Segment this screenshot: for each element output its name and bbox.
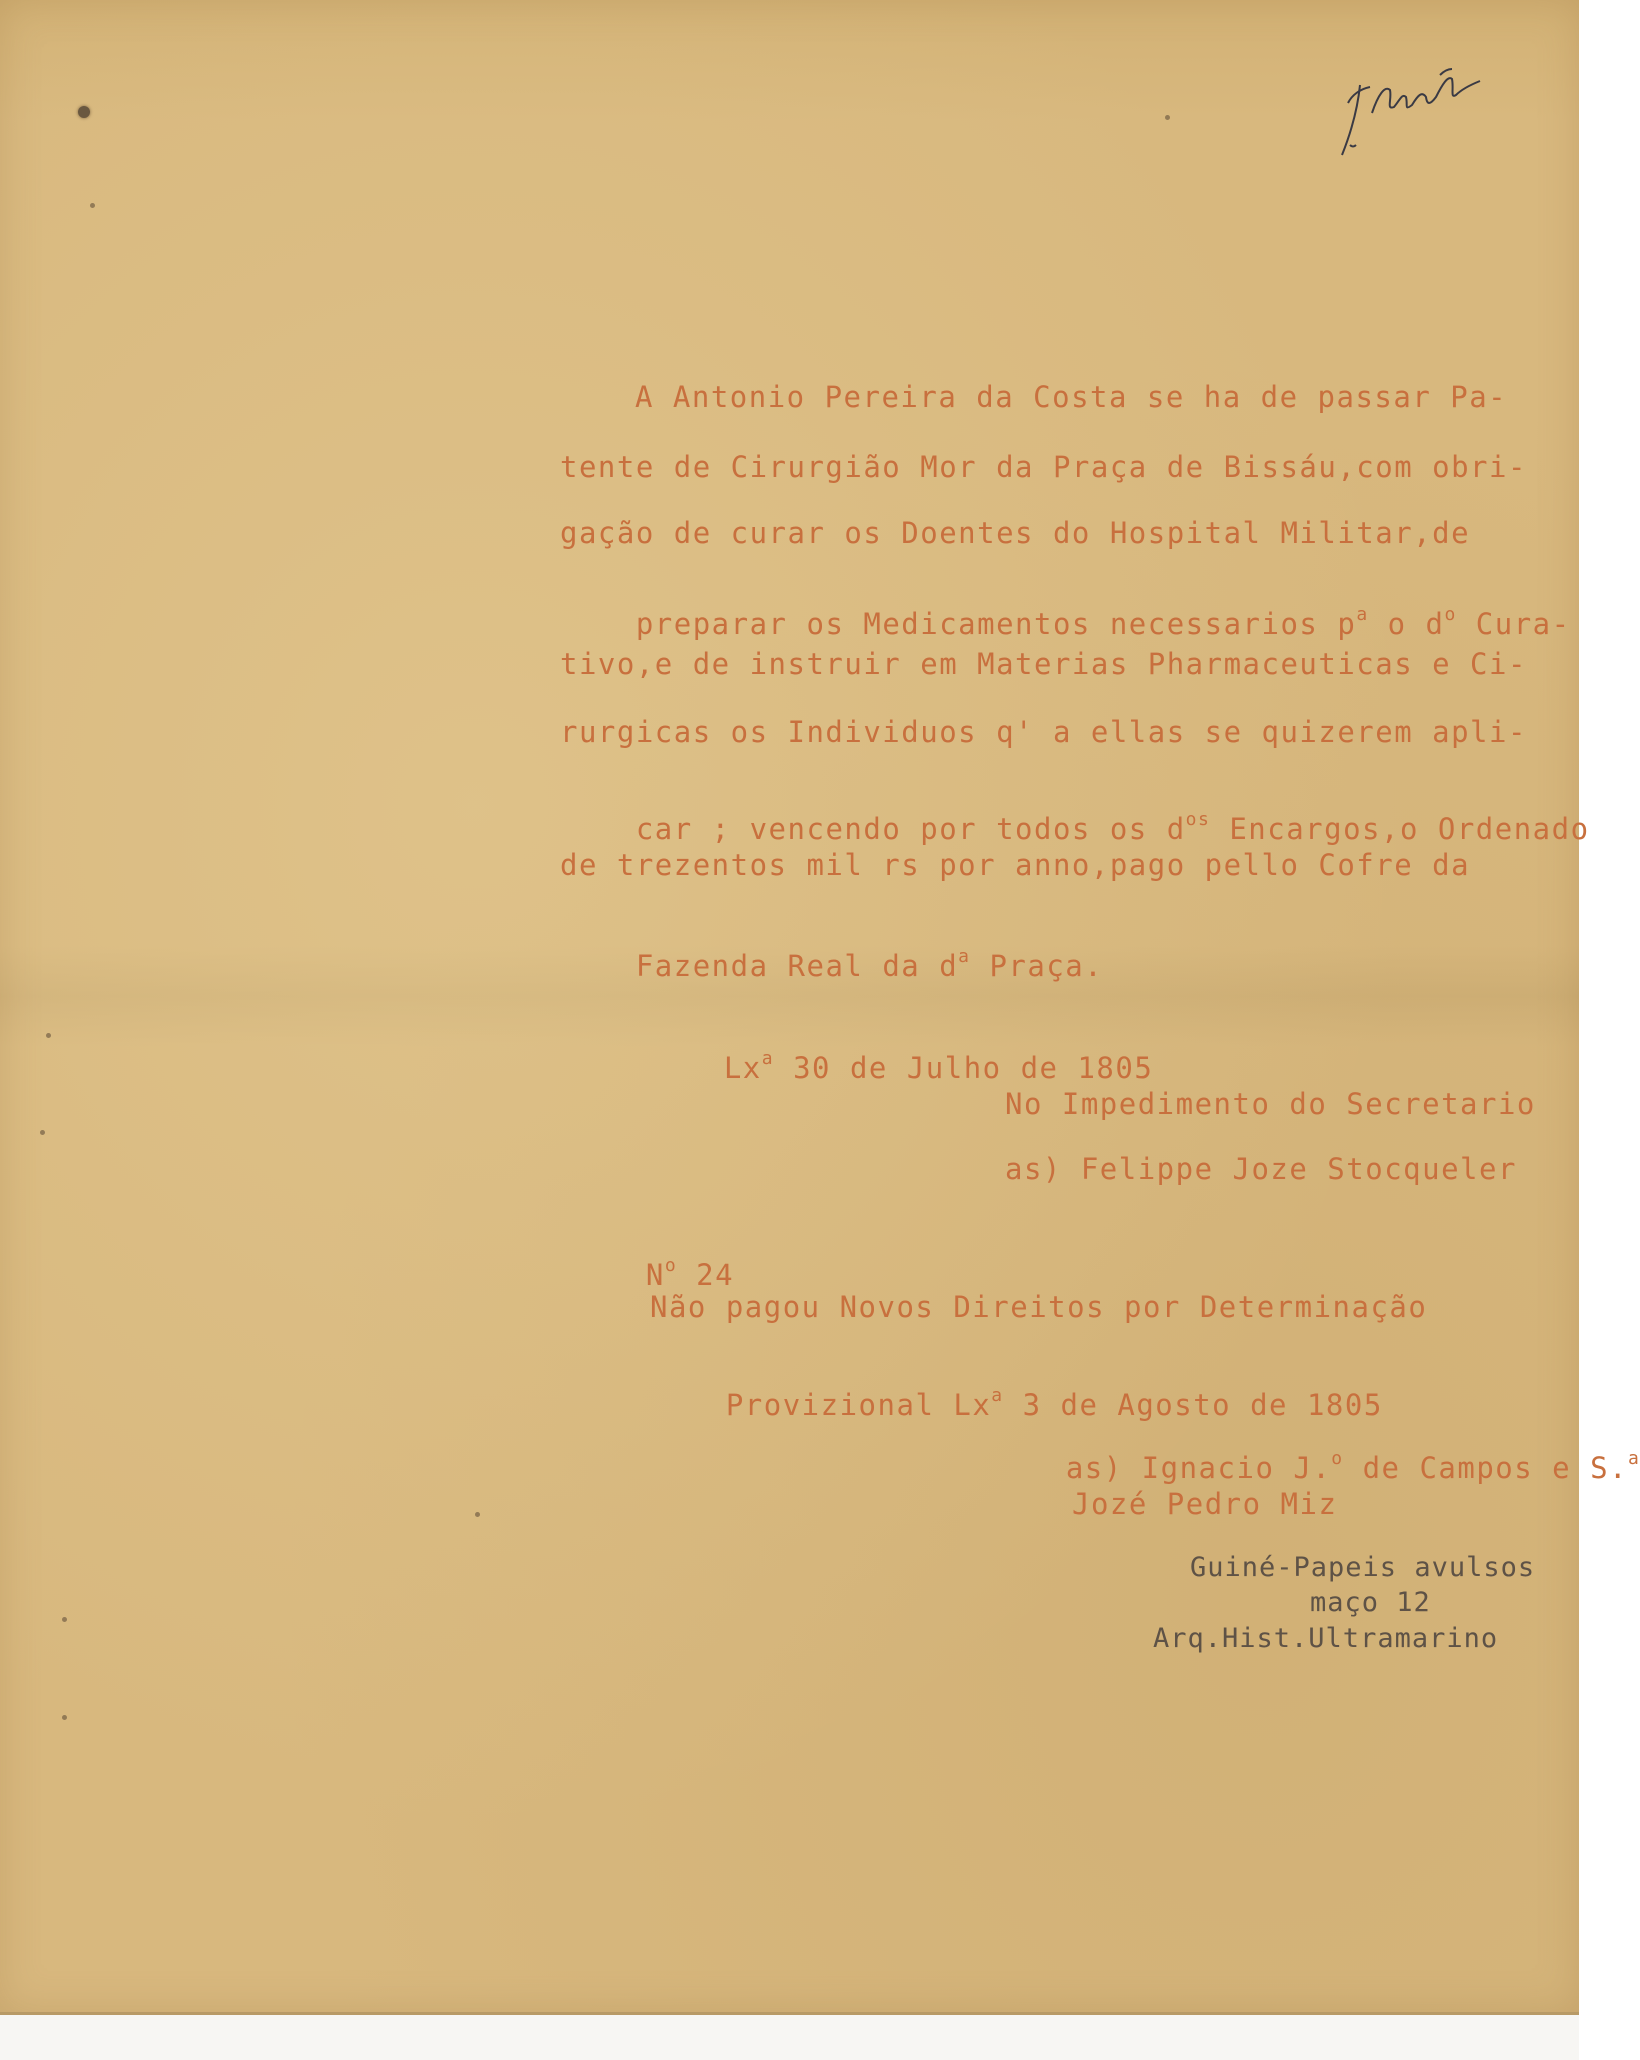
note-line-1: Não pagou Novos Direitos por Determinação: [650, 1290, 1428, 1324]
superscript: o: [1331, 1448, 1344, 1469]
body-line-6: rurgicas os Individuos q' a ellas se quizerem apli-: [560, 715, 1527, 749]
number-text: 24: [677, 1258, 735, 1292]
body-line-9-a: Fazenda Real da d: [635, 949, 959, 983]
body-line-2: tente de Cirurgião Mor da Praça de Bissáu,com obri-: [560, 450, 1527, 484]
secretary-line-1: No Impedimento do Secretario: [1005, 1087, 1536, 1121]
body-line-7-b: Encargos,o Ordenado: [1210, 812, 1590, 846]
note-signature-1-b: de Campos e S.: [1343, 1451, 1629, 1485]
paper-speck: [46, 1033, 51, 1038]
secretary-line-2: as) Felippe Joze Stocqueler: [1005, 1152, 1517, 1186]
superscript: a: [991, 1385, 1004, 1406]
paper-speck: [62, 1617, 67, 1622]
body-line-3: gação de curar os Doentes do Hospital Militar,de: [560, 516, 1471, 550]
body-line-7-a: car ; vencendo por todos os d: [635, 812, 1186, 846]
body-line-4-c: Cura-: [1456, 607, 1571, 641]
note-signature-2: Jozé Pedro Miz: [1072, 1487, 1338, 1521]
archive-reference-line-3: Arq.Hist.Ultramarino: [1153, 1623, 1499, 1654]
scan-margin: [0, 2015, 1579, 2060]
body-line-8: de trezentos mil rs por anno,pago pello Cofre da: [560, 848, 1471, 882]
superscript: o: [1444, 604, 1457, 625]
body-line-5: tivo,e de instruir em Materias Pharmaceuticas e Ci-: [560, 647, 1527, 681]
paper-speck: [62, 1715, 67, 1720]
body-line-1: A Antonio Pereira da Costa se ha de passar Pa-: [635, 380, 1508, 414]
paper-speck: [475, 1512, 480, 1517]
superscript: a: [958, 946, 971, 967]
paper-speck: [90, 203, 95, 208]
handwritten-signature: [1330, 55, 1500, 165]
note-line-2-text: 3 de Agosto de 1805: [1003, 1388, 1383, 1422]
superscript: o: [664, 1255, 678, 1276]
paper-speck: [1165, 115, 1170, 120]
body-line-9-b: Praça.: [970, 949, 1104, 983]
number-prefix: N: [645, 1258, 665, 1292]
note-signature-1-a: as) Ignacio J.: [1065, 1451, 1332, 1485]
body-line-4-b: o d: [1368, 607, 1445, 641]
paper-speck: [40, 1130, 45, 1135]
superscript: os: [1185, 809, 1211, 830]
body-line-4-a: preparar os Medicamentos necessarios p: [635, 607, 1357, 641]
superscript: a: [1356, 604, 1369, 625]
body-line-9: [560, 923, 1103, 1010]
archive-reference-line-2: maço 12: [1310, 1587, 1431, 1618]
date-prefix: Lx: [723, 1051, 762, 1085]
note-line-2-prefix: Provizional Lx: [725, 1388, 992, 1422]
superscript: a: [1628, 1448, 1640, 1469]
superscript: a: [761, 1048, 775, 1069]
archive-reference-line-1: Guiné-Papeis avulsos: [1190, 1552, 1536, 1583]
binding-hole: [78, 106, 90, 118]
date-text: 30 de Julho de 1805: [774, 1051, 1154, 1085]
